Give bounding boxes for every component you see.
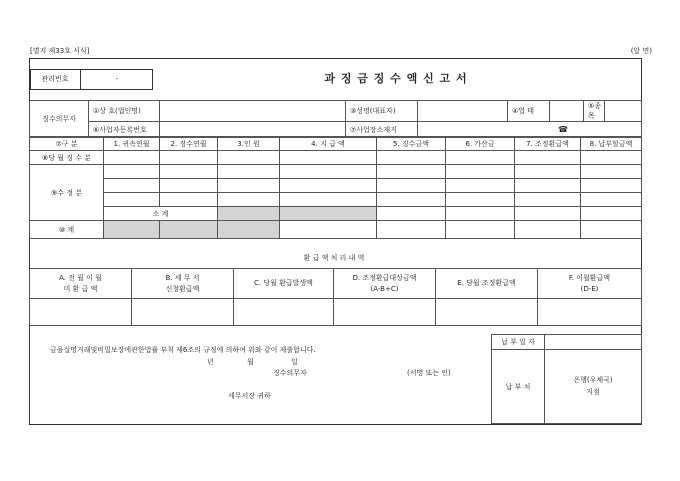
phone-icon: ☎: [558, 125, 568, 134]
refund-a-field[interactable]: [30, 299, 132, 326]
header-surcharge: 6. 가산금: [446, 137, 515, 151]
footer-separator: [29, 325, 641, 326]
cell[interactable]: [446, 221, 515, 239]
company-name-field[interactable]: [160, 101, 346, 122]
refund-col-f: F. 이월환급액 (D-E): [538, 269, 642, 299]
refund-f-field[interactable]: [538, 299, 642, 326]
refund-col-b: B. 세 무 서 신청환급액: [132, 269, 234, 299]
bank-label: 은행(우체국): [573, 376, 613, 385]
cell-disabled: [160, 221, 218, 239]
refund-title: 환 급 액 처 리 내 역: [303, 254, 365, 262]
header-attribution-month: 1. 귀속연월: [104, 137, 160, 151]
row-amend-label: ⑨수 정 분: [30, 165, 104, 221]
cell[interactable]: [581, 151, 642, 165]
page-side-label: (앞 면): [630, 47, 652, 55]
payment-date-label: 납 부 일 자: [492, 335, 545, 350]
cell[interactable]: [280, 193, 377, 207]
cell[interactable]: [280, 221, 377, 239]
refund-col-d: D. 조정환급대상금액 (A-B+C): [334, 269, 436, 299]
cell[interactable]: [104, 179, 160, 193]
row-subtotal-label: 소 계: [104, 207, 218, 221]
collection-table: [29, 136, 642, 239]
cell[interactable]: [515, 151, 581, 165]
cell[interactable]: [160, 179, 218, 193]
cell[interactable]: [581, 193, 642, 207]
cell[interactable]: [377, 179, 446, 193]
cell[interactable]: [218, 193, 280, 207]
header-payment-amount: 4. 지 급 액: [280, 137, 377, 151]
refund-b-field[interactable]: [132, 299, 234, 326]
cell[interactable]: [160, 151, 218, 165]
recipient-label: 세무서장 귀하: [228, 392, 271, 400]
cell-disabled: [218, 207, 280, 221]
taxpayer-label: 징수의무자: [30, 101, 89, 138]
refund-c-field[interactable]: [234, 299, 334, 326]
header-headcount: 3.인 원: [218, 137, 280, 151]
cell[interactable]: [160, 193, 218, 207]
business-item-field[interactable]: [605, 101, 642, 122]
header-collected-amount: 5. 징수금액: [377, 137, 446, 151]
cell[interactable]: [377, 221, 446, 239]
cell-disabled: [218, 221, 280, 239]
cell[interactable]: [515, 207, 581, 221]
cell[interactable]: [104, 165, 160, 179]
cell[interactable]: [581, 207, 642, 221]
business-item-text: ⑤종 목: [588, 102, 602, 120]
cell[interactable]: [515, 221, 581, 239]
header-amount-payable: 8. 납부할금액: [581, 137, 642, 151]
cell[interactable]: [446, 207, 515, 221]
cell[interactable]: [446, 193, 515, 207]
management-number-label: 관리번호: [41, 75, 69, 83]
mgmt-divider: [80, 69, 81, 90]
cell[interactable]: [280, 165, 377, 179]
business-type-field[interactable]: [550, 101, 584, 122]
cell-disabled: [280, 207, 377, 221]
taxpayer-table: [29, 100, 642, 138]
cell[interactable]: [218, 179, 280, 193]
cell[interactable]: [581, 221, 642, 239]
cell[interactable]: [160, 165, 218, 179]
cell[interactable]: [581, 165, 642, 179]
refund-e-field[interactable]: [436, 299, 538, 326]
business-type-label: ④업 태: [508, 101, 550, 122]
representative-label: ③성명(대표자): [346, 101, 418, 122]
business-address-label: ⑦사업장소재지: [346, 122, 418, 138]
company-name-label: ①상 호(법인명): [89, 101, 160, 122]
cell[interactable]: [377, 165, 446, 179]
date-day: 일: [291, 358, 298, 366]
cell[interactable]: [515, 193, 581, 207]
refund-col-a: A. 전 월 이 월 미 환 급 액: [30, 269, 132, 299]
header-category: ⑦구 분: [30, 137, 104, 151]
cell[interactable]: [104, 193, 160, 207]
cell-disabled: [104, 221, 160, 239]
management-number-value[interactable]: -: [115, 75, 119, 83]
cell[interactable]: [218, 165, 280, 179]
branch-label: 지점: [586, 387, 600, 396]
payment-place-field[interactable]: [545, 350, 642, 424]
payment-place-label: 납 부 처: [492, 350, 545, 424]
row-current-label: ⑧당 월 징 수 분: [30, 151, 104, 165]
header-adjusted-refund: 7. 조정환급액: [515, 137, 581, 151]
refund-table: [29, 268, 642, 326]
cell[interactable]: [446, 165, 515, 179]
cell[interactable]: [104, 151, 160, 165]
cell[interactable]: [446, 151, 515, 165]
cell[interactable]: [280, 179, 377, 193]
cell[interactable]: [218, 151, 280, 165]
business-item-label: [584, 101, 605, 122]
refund-col-e: E. 당월 조정환급액: [436, 269, 538, 299]
representative-field[interactable]: [418, 101, 508, 122]
signature-field[interactable]: (서명 또는 인): [407, 369, 451, 377]
cell[interactable]: [377, 193, 446, 207]
refund-col-c: C. 당월 환급발생액: [234, 269, 334, 299]
signer-label: 징수의무자: [273, 369, 307, 377]
payment-date-field[interactable]: [545, 335, 642, 350]
payment-box: [491, 334, 642, 424]
row-total-label: ⑩ 계: [30, 221, 104, 239]
cell[interactable]: [377, 207, 446, 221]
cell[interactable]: [515, 179, 581, 193]
cell[interactable]: [280, 151, 377, 165]
submission-statement: 금융실명거래및비밀보장에관한법률 부칙 제6조의 규정에 의하여 위와 같이 제출합니다.: [50, 346, 316, 354]
header-collection-month: 2. 징수연월: [160, 137, 218, 151]
business-reg-label: ⑥사업자등록번호: [89, 122, 160, 138]
date-month: 월: [247, 358, 254, 366]
cell[interactable]: [581, 179, 642, 193]
form-title: 과 징 금 징 수 액 신 고 서: [324, 72, 468, 85]
date-year: 년: [207, 358, 214, 366]
cell[interactable]: [377, 151, 446, 165]
form-number: [별지 제33호 서식]: [30, 47, 90, 55]
refund-d-field[interactable]: [334, 299, 436, 326]
cell[interactable]: [446, 179, 515, 193]
cell[interactable]: [515, 165, 581, 179]
